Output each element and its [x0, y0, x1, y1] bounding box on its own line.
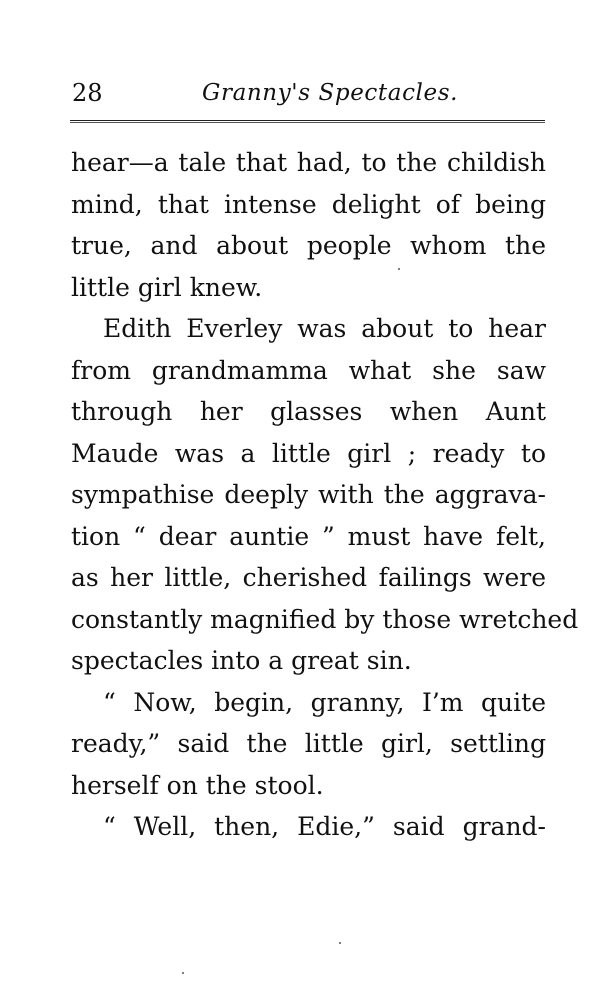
text-line: little girl knew. — [71, 272, 263, 302]
text-line: “ Well, then, Edie,” said grand- — [103, 812, 546, 841]
header-rule — [70, 120, 545, 121]
page-number: 28 — [72, 79, 103, 107]
text-line: tion “ dear auntie ” must have felt, — [71, 521, 546, 551]
text-line: herself on the stool. — [71, 770, 324, 800]
paragraph — [71, 682, 546, 807]
text-line: constantly magnified by those wretched — [71, 604, 579, 634]
text-line: sympathise deeply with the aggrava- — [71, 480, 546, 509]
text-line: hear—a tale that had, to the childish — [71, 148, 546, 177]
print-speck — [339, 942, 341, 944]
text-line: spectacles into a great sin. — [71, 646, 412, 675]
paragraph — [71, 308, 579, 682]
text-line: ready,” said the little girl, settling — [71, 729, 546, 758]
paragraph — [71, 806, 546, 848]
text-line: Edith Everley was about to hear — [103, 314, 546, 343]
text-line: through her glasses when Aunt — [71, 397, 546, 426]
text-line: “ Now, begin, granny, I’m quite — [103, 687, 546, 717]
body-text — [71, 142, 579, 848]
print-speck — [182, 972, 184, 974]
text-line: from grandmamma what she saw — [71, 355, 546, 385]
page-header — [0, 76, 604, 110]
text-line: Maude was a little girl ; ready to — [71, 438, 546, 468]
text-line: mind, that intense delight of being — [71, 189, 546, 219]
print-speck — [398, 268, 400, 270]
text-line: as her little, cherished failings were — [71, 563, 546, 592]
text-line: true, and about people whom the — [71, 231, 546, 260]
paragraph — [71, 142, 546, 308]
running-title: Granny's Spectacles. — [202, 80, 459, 106]
